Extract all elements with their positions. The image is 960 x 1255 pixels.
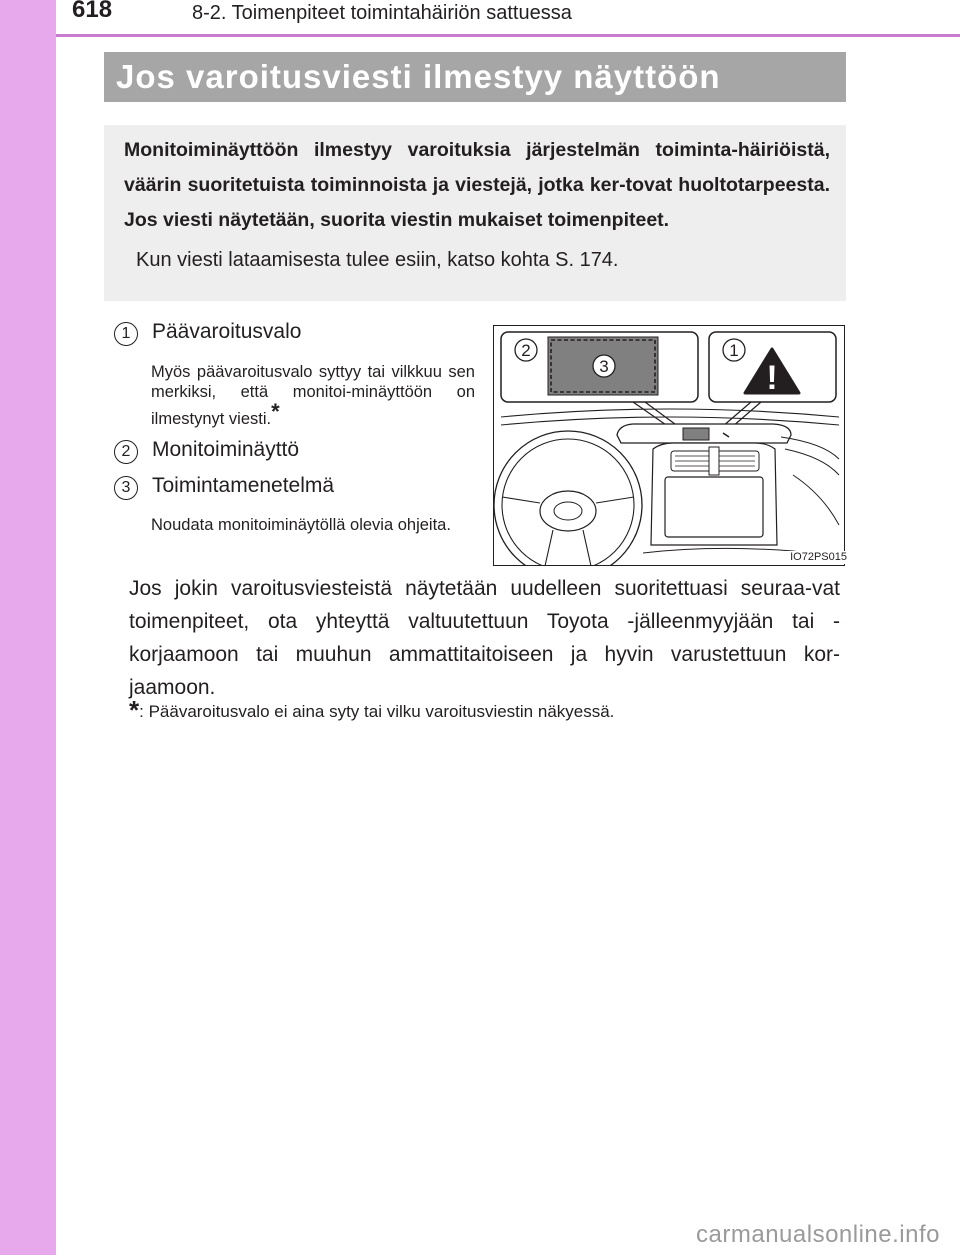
running-header: 8-2. Toimenpiteet toimintahäiriön sattuessa bbox=[192, 2, 572, 24]
dashboard-figure bbox=[493, 325, 845, 566]
item-number-badge: 1 bbox=[114, 322, 138, 346]
item-number-badge: 3 bbox=[114, 476, 138, 500]
header-rule bbox=[56, 34, 960, 37]
footnote bbox=[129, 695, 614, 726]
item-number-badge: 2 bbox=[114, 440, 138, 464]
dashboard-illustration bbox=[493, 325, 845, 566]
intro-note: Kun viesti lataamisesta tulee esiin, katso kohta S. 174. bbox=[136, 249, 619, 271]
callout-number: 1 bbox=[729, 341, 739, 360]
center-screen bbox=[665, 477, 763, 537]
intro-box bbox=[104, 125, 846, 301]
item-description-text: Myös päävaroitusvalo syttyy tai vilkkuu sen merkiksi, että monitoi-minäyttöön on ilmestynyt viesti. bbox=[151, 363, 475, 428]
item-label: Toimintamenetelmä bbox=[152, 474, 335, 497]
item-label: Päävaroitusvalo bbox=[152, 320, 302, 343]
warning-exclamation: ! bbox=[766, 359, 778, 397]
footnote-text: : Päävaroitusvalo ei aina syty tai vilku varoitusviestin näkyessä. bbox=[139, 702, 615, 721]
callout-number: 3 bbox=[599, 357, 609, 376]
watermark: carmanualsonline.info bbox=[696, 1221, 940, 1248]
section-side-band bbox=[0, 0, 56, 1255]
figure-code: IO72PS015 bbox=[779, 551, 847, 564]
item-description: Noudata monitoiminäytöllä olevia ohjeita. bbox=[151, 516, 451, 534]
item-label: Monitoiminäyttö bbox=[152, 438, 300, 461]
footnote-marker: * bbox=[271, 399, 280, 424]
footnote-mark: * bbox=[129, 695, 140, 725]
page-number: 618 bbox=[72, 0, 113, 23]
callout-number: 2 bbox=[521, 341, 531, 360]
section-title: Jos varoitusviesti ilmestyy näyttöön bbox=[104, 52, 846, 102]
item-description bbox=[151, 362, 475, 429]
intro-text: Monitoiminäyttöön ilmestyy varoituksia järjestelmän toiminta-häiriöistä, väärin suoritetuista toiminnoista ja viestejä, jotka ker-tovat huoltotarpeesta. Jos viesti näytetään, suorita viestin mukaiset toimenpiteet. bbox=[124, 139, 830, 231]
body-paragraph: Jos jokin varoitusviesteistä näytetään uudelleen suoritettuasi seuraa-vat toimenpiteet, ota yhteyttä valtuutettuun Toyota -jälleenmyyjään tai -korjaamoon tai muuhun ammattitaitoiseen ja hyvin varustettuun kor-jaamoon. bbox=[129, 577, 840, 699]
